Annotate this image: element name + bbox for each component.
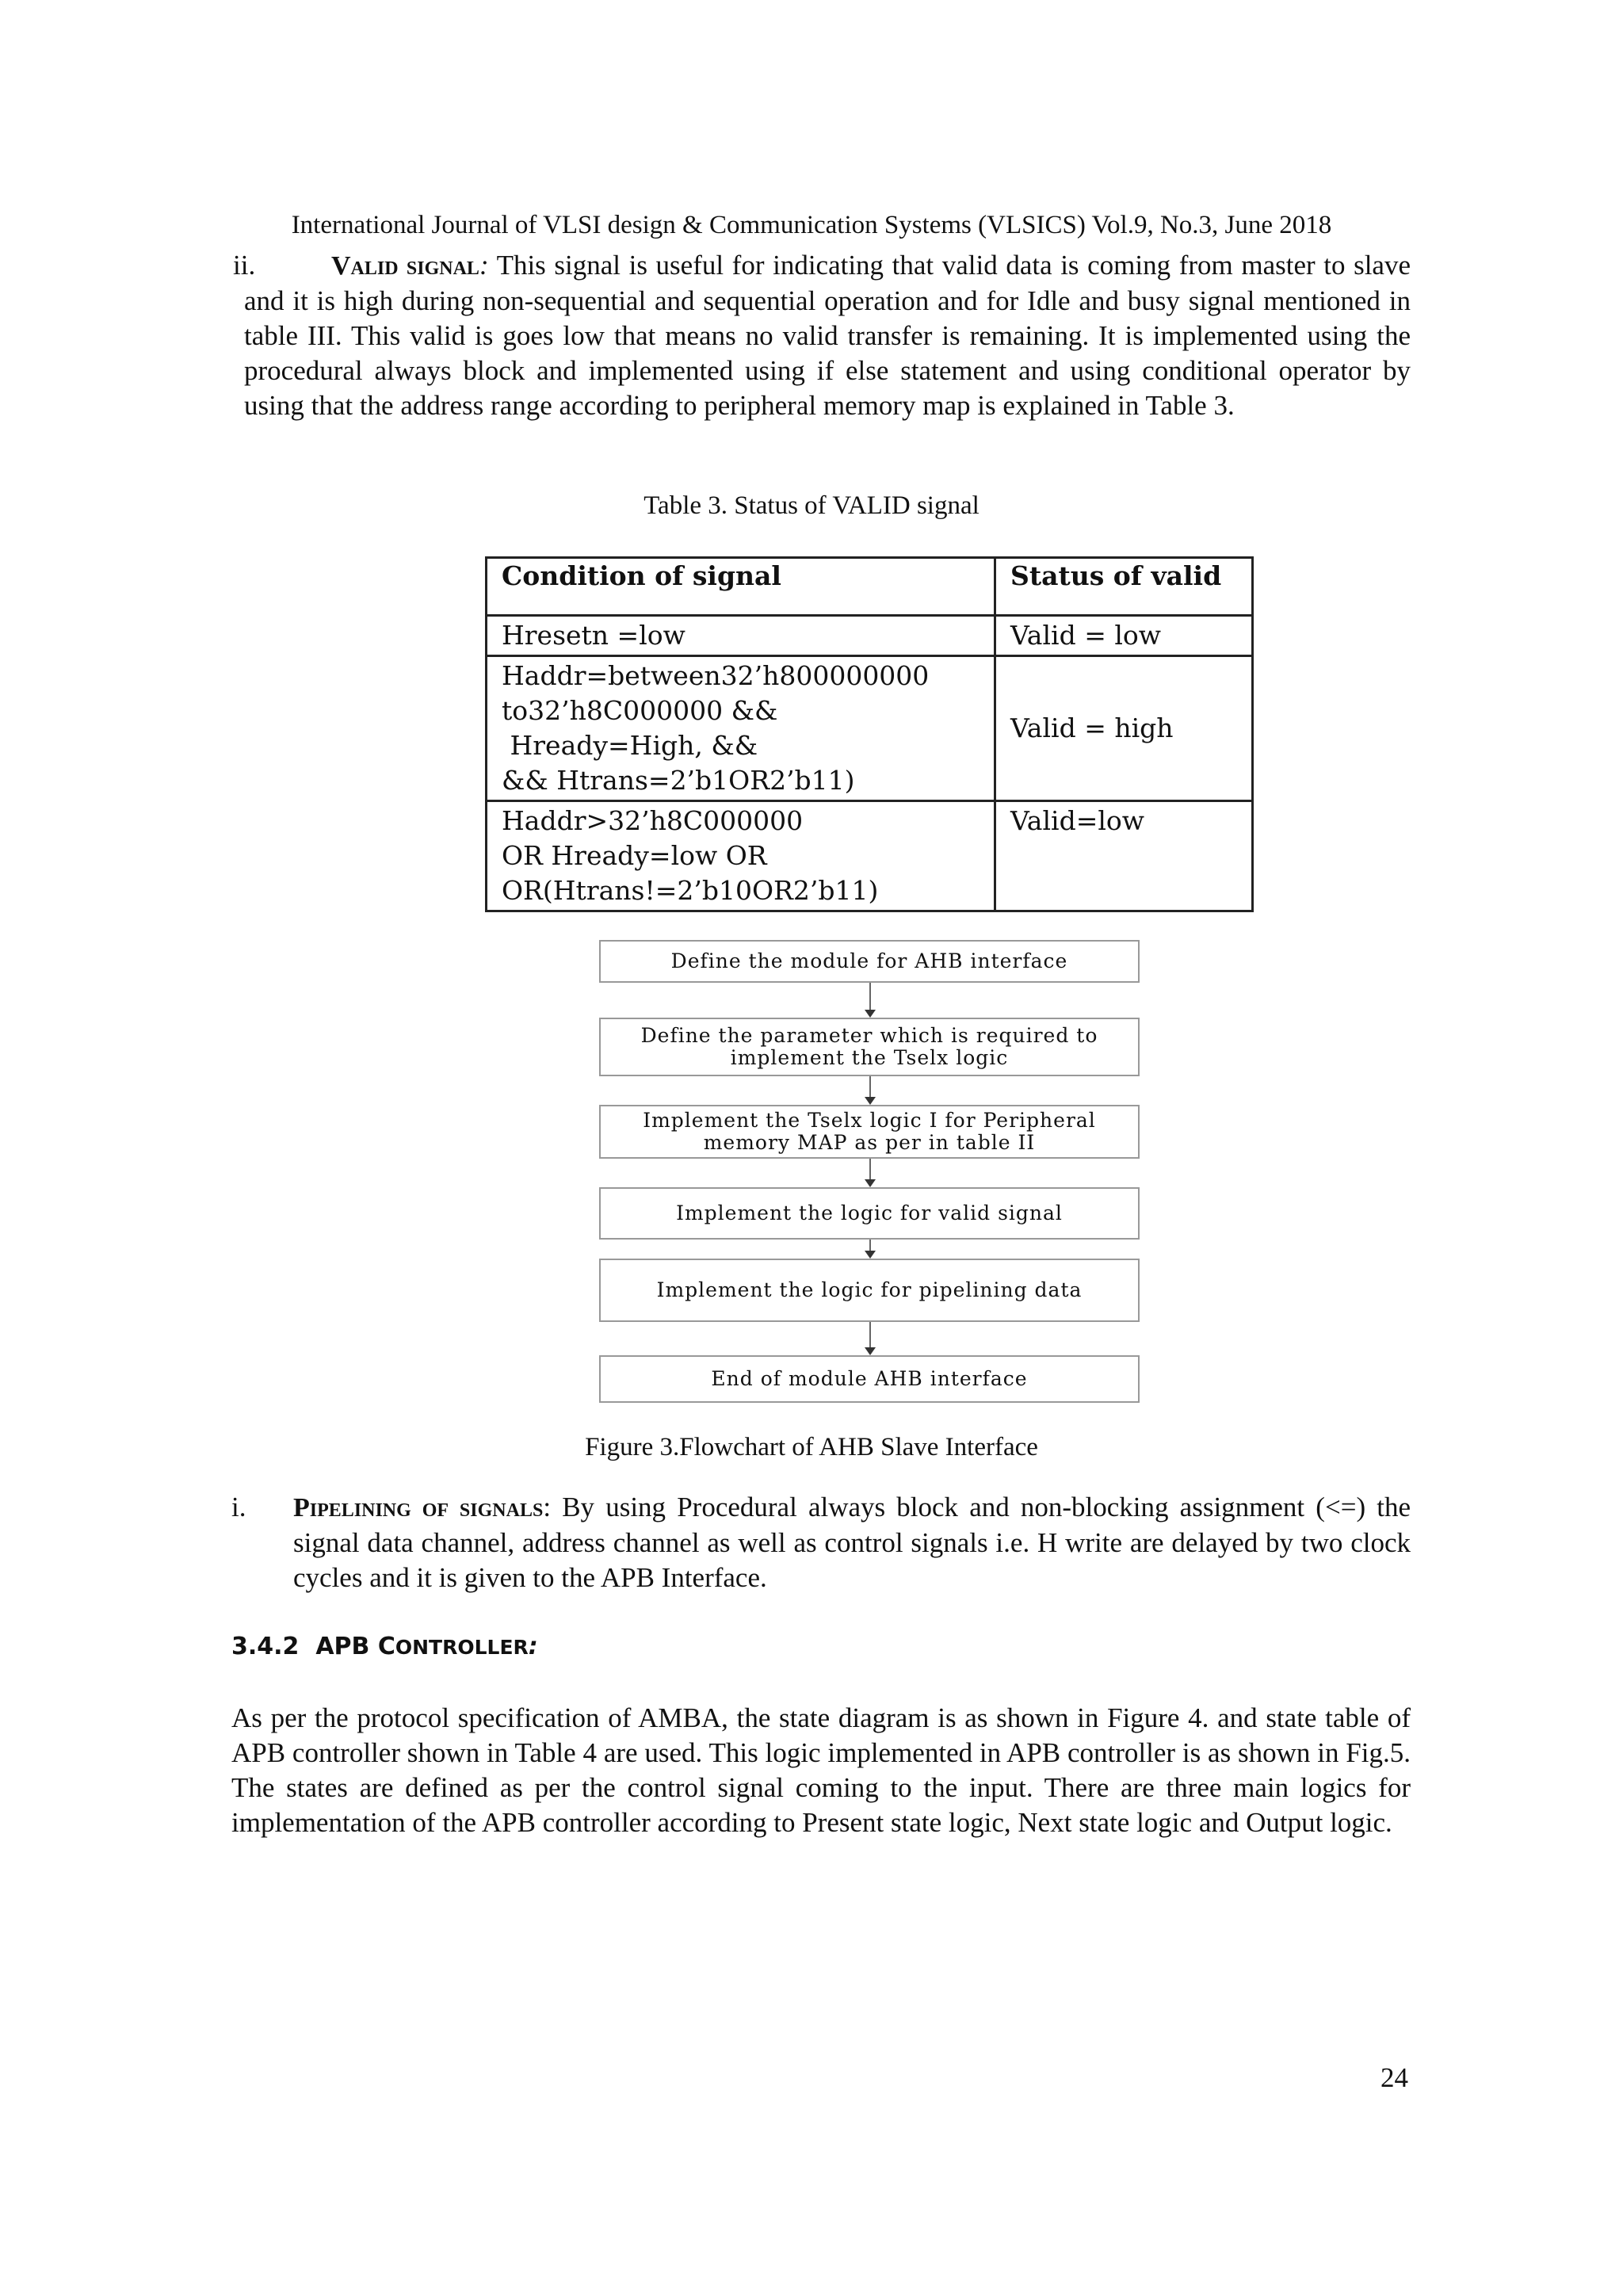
section-number: 3.4.2 [231,1633,300,1660]
table-row [487,656,1253,801]
condition-line: OR Hready=low OR [502,840,767,871]
condition-line: Haddr=between32’h800000000 [502,660,930,691]
flowchart-connector [869,1322,871,1350]
valid-signal-paragraph [244,248,1411,423]
list-number-valid: ii. [233,250,256,281]
valid-signal-heading: Valid signal [331,251,479,281]
pipelining-heading: Pipelining of signals [293,1493,544,1522]
apb-controller-paragraph: As per the protocol specification of AMBA, the state diagram is as shown in Figure 4. and state table of APB controller shown in Table 4 are used. This logic implemented in APB controller is as shown in Fig.5. The states are defined as per the control signal coming to the input. There are three main logics for implementation of the APB controller according to Present state logic, Next state logic and Output logic. [231,1702,1411,1838]
pipelining-colon: : [543,1492,552,1522]
table-cell-condition [487,616,995,656]
valid-status-table [485,556,1254,912]
table3-caption: Table 3. Status of VALID signal [643,491,980,520]
condition-line: to32’h8C000000 && [502,695,778,726]
figure3-caption: Figure 3.Flowchart of AHB Slave Interface [585,1433,1038,1461]
flowchart-step-tselx-logic: Implement the Tselx logic I for Peripheral memory MAP as per in table II [599,1105,1140,1159]
list-number-pipelining: i. [231,1492,246,1522]
valid-signal-colon: : [479,250,489,281]
table-cell-status: Valid=low [995,801,1253,911]
valid-signal-text: This signal is useful for indicating that valid data is coming from master to slave and it is high during non-sequential and sequential operation and for Idle and busy signal mentioned in table III. This valid is goes low that means no valid transfer is remaining. It is implemented using the procedural always block and implemented using if else statement and using conditional operator by using that the address range according to peripheral memory map is explained in Table 3. [244,250,1411,421]
table-cell-condition [487,801,995,911]
flowchart-step-pipelining-logic: Implement the logic for pipelining data [599,1259,1140,1322]
flowchart-step-valid-logic: Implement the logic for valid signal [599,1187,1140,1240]
table-header-status: Status of valid [995,558,1253,616]
arrow-down-icon [865,1097,876,1105]
condition-line: Haddr>32’h8C000000 [502,805,804,836]
section-title-small: ONTROLLER [395,1636,529,1659]
pipelining-text: By using Procedural always block and non-blocking assignment (<=) the signal data channel, address channel as well as control signals i.e. H write are delayed by two clock cycles and it is given to the APB Interface. [293,1492,1411,1593]
table-cell-condition [487,656,995,801]
table-row [487,801,1253,911]
condition-line: Hready=High, && [502,730,758,761]
arrow-down-icon [865,1179,876,1187]
flowchart-connector [869,1159,871,1181]
condition-line: Hresetn =low [502,620,685,651]
table-cell-status: Valid = high [995,656,1253,801]
flowchart-step-define-parameter: Define the parameter which is required to implement the Tselx logic [599,1018,1140,1076]
arrow-down-icon [865,1010,876,1018]
section-title-colon: : [528,1633,538,1660]
table-header-condition: Condition of signal [487,558,995,616]
condition-line: && Htrans=2’b1OR2’b11) [502,765,855,796]
flowchart-connector [869,1076,871,1098]
section-heading-apb-controller [231,1631,538,1664]
flowchart-step-define-module: Define the module for AHB interface [599,940,1140,983]
flowchart-connector [869,983,871,1011]
table-cell-status: Valid = low [995,616,1253,656]
arrow-down-icon [865,1251,876,1259]
flowchart-step-end-module: End of module AHB interface [599,1355,1140,1403]
journal-header: International Journal of VLSI design & Communication Systems (VLSICS) Vol.9, No.3, June 2018 [291,211,1332,239]
table-header-row [487,558,1253,616]
arrow-down-icon [865,1347,876,1355]
pipelining-paragraph [293,1490,1411,1595]
condition-line: OR(Htrans!=2’b10OR2’b11) [502,875,879,906]
page-number: 24 [1381,2062,1408,2093]
table-row [487,616,1253,656]
section-title-big: APB C [315,1633,395,1660]
